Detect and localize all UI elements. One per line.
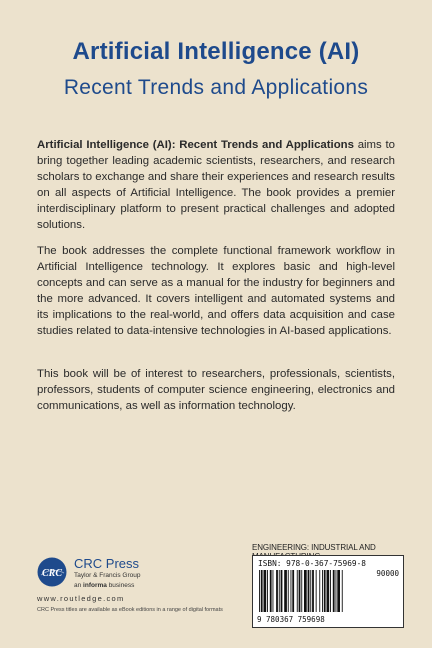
barcode-bar xyxy=(324,570,326,612)
barcode-bar xyxy=(336,570,337,612)
barcode-bar xyxy=(291,570,292,612)
price-code: 90000 xyxy=(376,569,399,578)
barcode-bar xyxy=(273,570,274,612)
informa-prefix: an xyxy=(74,582,84,589)
barcode-bar xyxy=(316,570,317,612)
barcode-bar xyxy=(284,570,287,612)
barcode-bar xyxy=(292,570,294,612)
barcode-bar xyxy=(333,570,335,612)
publisher-name: CRC Press xyxy=(74,556,140,571)
description-paragraph-2: The book addresses the complete functional framework workflow in Artificial Intelligence technology. It explores basic and high-level concepts and can serve as a manual for the industry for beginners and the more advanced. It covers intelligent and automated systems and its implications to the real-world, and offers data acquisition and case studies related to data-intensive technologies in AI-based applications. xyxy=(37,245,395,337)
barcode-digits: 9 780367 759698 xyxy=(257,615,325,624)
publisher-group: Taylor & Francis Group xyxy=(74,572,141,579)
ebook-note: CRC Press titles are available as eBook editions in a range of digital formats xyxy=(37,607,223,613)
barcode-bars xyxy=(259,570,367,612)
description-paragraph-1 xyxy=(37,137,395,233)
barcode-bar xyxy=(330,570,331,612)
barcode-box xyxy=(252,555,404,628)
barcode-bar xyxy=(312,570,314,612)
barcode-bar xyxy=(342,570,343,612)
book-title: Artificial Intelligence (AI) xyxy=(72,38,360,65)
barcode-bar xyxy=(301,570,302,612)
barcode-bar xyxy=(267,570,268,612)
barcode-bar xyxy=(337,570,340,612)
barcode-bar xyxy=(259,570,260,612)
description-paragraph-3: This book will be of interest to researchers, professionals, scientists, professors, students of computer science engineering, electronics and communications, as well as information technology. xyxy=(37,368,395,412)
barcode-bar xyxy=(322,570,323,612)
barcode-bar xyxy=(304,570,307,612)
barcode-bar xyxy=(270,570,272,612)
barcode-bar xyxy=(281,570,283,612)
informa-tagline xyxy=(74,582,134,589)
barcode-bar xyxy=(288,570,289,612)
crc-press-logo xyxy=(37,557,67,587)
barcode-bar xyxy=(297,570,298,612)
informa-suffix: business xyxy=(106,582,135,589)
isbn-number: ISBN: 978-0-367-75969-8 xyxy=(258,559,366,568)
description-text: aims to bring together leading academic scientists, researchers, and research scholars to exchange and share their experiences and research results on all aspects of Artificial Intelligence. The book provides a premier interdisciplinary platform to present practical challenges and adopted solutions. xyxy=(37,139,395,231)
description-bold-title: Artificial Intelligence (AI): Recent Trends and Applications xyxy=(37,139,354,151)
crc-logo-text: CRC xyxy=(41,568,63,579)
book-subtitle: Recent Trends and Applications xyxy=(63,76,369,99)
informa-name: informa xyxy=(83,582,107,589)
barcode-bar xyxy=(264,570,267,612)
subject-category: ENGINEERING: INDUSTRIAL AND xyxy=(252,543,376,552)
barcode-bar xyxy=(319,570,320,612)
barcode-bar xyxy=(299,570,301,612)
publisher-url: www.routledge.com xyxy=(37,594,125,603)
barcode-bar xyxy=(279,570,280,612)
barcode-bar xyxy=(308,570,310,612)
barcode-bar xyxy=(276,570,278,612)
barcode-bar xyxy=(327,570,330,612)
barcode-bar xyxy=(310,570,311,612)
barcode-bar xyxy=(261,570,263,612)
